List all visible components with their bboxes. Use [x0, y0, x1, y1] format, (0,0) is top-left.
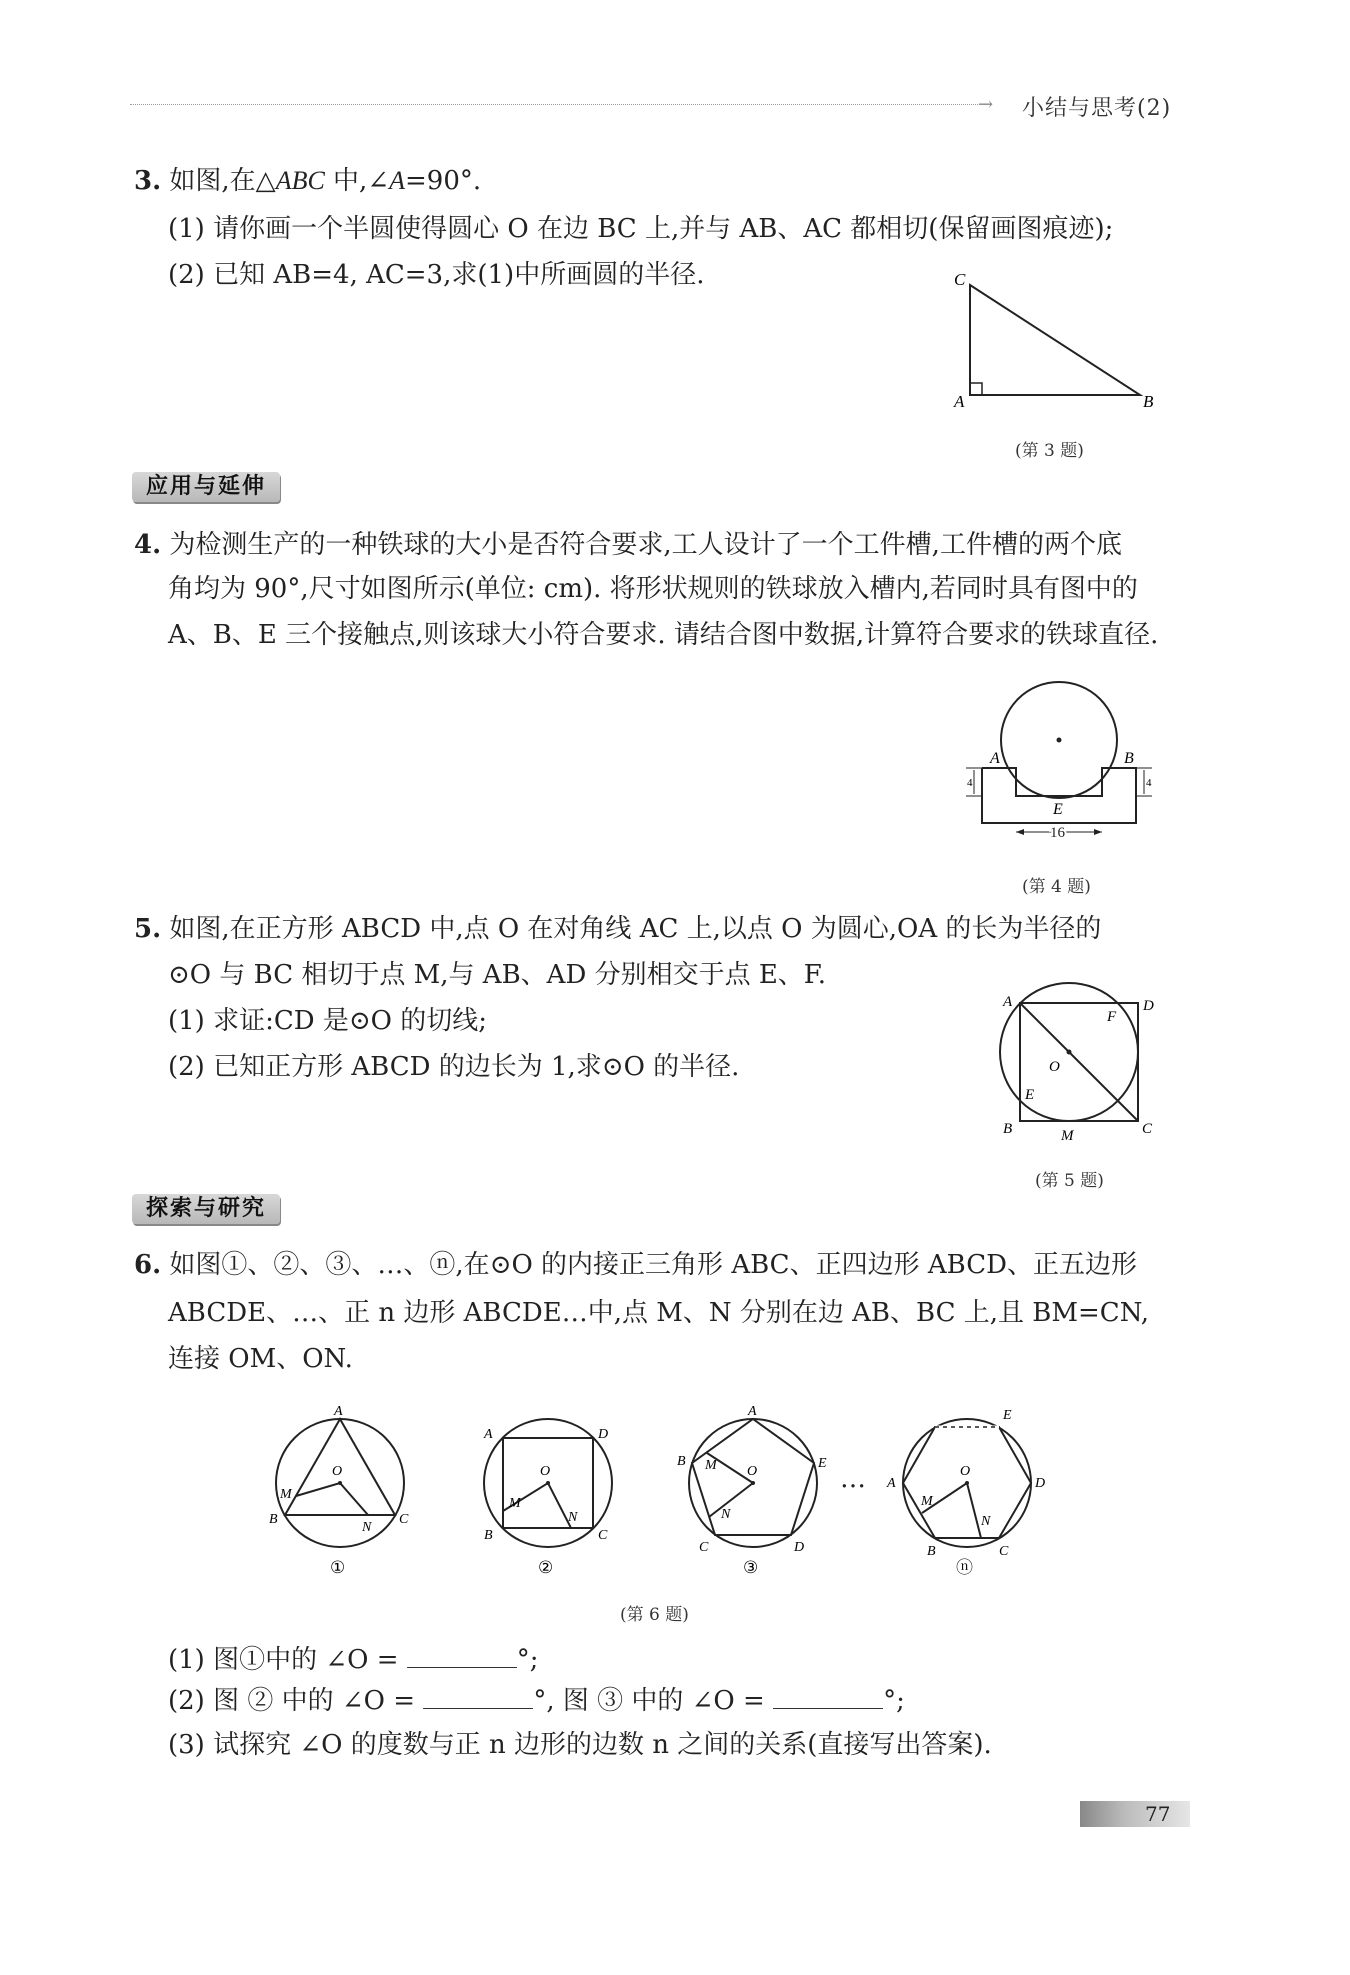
q3-triangle	[970, 285, 1140, 395]
svg-text:M: M	[705, 1458, 717, 1473]
q6-figure-2	[470, 1395, 630, 1585]
q3-part1: (1) 请你画一个半圆使得圆心 O 在边 BC 上,并与 AB、AC 都相切(保留画图痕迹);	[168, 214, 1114, 244]
q5-part2: (2) 已知正方形 ABCD 的边长为 1,求⊙O 的半径.	[168, 1052, 740, 1082]
q5-label-D: D	[1143, 998, 1154, 1014]
svg-text:A: A	[484, 1427, 493, 1442]
q4-side-dim-left: 4	[967, 777, 973, 789]
q3-part2: (2) 已知 AB=4, AC=3,求(1)中所画圆的半径.	[168, 260, 705, 290]
header-arrow-icon: →	[978, 94, 994, 115]
svg-text:C: C	[699, 1540, 709, 1555]
q5-center-O	[1067, 1050, 1072, 1055]
page-number: 77	[1145, 1802, 1171, 1826]
q6-part2-text-a: (2) 图 ② 中的 ∠O =	[168, 1686, 416, 1716]
q4-caption: (第 4 题)	[1022, 877, 1091, 897]
svg-text:A: A	[887, 1476, 896, 1491]
svg-text:A: A	[748, 1404, 757, 1419]
q6-fig1-OM-ON	[296, 1483, 368, 1515]
q6-fig3-label: ③	[743, 1558, 759, 1577]
q4-figure	[952, 678, 1167, 853]
q6-fig3-center	[751, 1481, 755, 1485]
q6-part2-text-b: °, 图 ③ 中的 ∠O =	[533, 1686, 765, 1716]
q6-part1-unit: °;	[516, 1645, 539, 1675]
q6-part2	[168, 1684, 905, 1718]
svg-text:D: D	[598, 1427, 609, 1442]
q6-fign-label: ⓝ	[956, 1558, 973, 1577]
q6-figure-n	[885, 1395, 1055, 1585]
q4-width-value: 16	[1050, 825, 1065, 841]
q5-label-C: C	[1142, 1121, 1153, 1137]
q4-number: 4.	[134, 530, 162, 560]
q6-fig2-label: ②	[538, 1558, 554, 1577]
q6-ellipsis: …	[840, 1464, 866, 1494]
q3-right-angle-mark	[970, 383, 982, 395]
running-header-title: 小结与思考(2)	[1022, 96, 1172, 121]
q5-label-O: O	[1049, 1059, 1060, 1075]
svg-text:N: N	[568, 1510, 578, 1525]
q5-label-E: E	[1025, 1087, 1035, 1103]
q3-stem-text-b: ABC	[275, 166, 325, 195]
svg-text:O: O	[747, 1464, 758, 1479]
q5-label-M: M	[1061, 1128, 1074, 1143]
svg-text:O: O	[960, 1464, 971, 1479]
svg-text:O: O	[540, 1464, 551, 1479]
svg-text:D: D	[1035, 1476, 1046, 1491]
q3-stem-text-c: 中,∠	[324, 166, 390, 196]
q5-number: 5.	[134, 914, 162, 944]
svg-text:A: A	[334, 1404, 343, 1419]
q6-figure-3	[675, 1395, 835, 1585]
q6-fig2-center	[546, 1481, 550, 1485]
header-rule	[130, 104, 980, 105]
q5-part1: (1) 求证:CD 是⊙O 的切线;	[168, 1006, 487, 1036]
q3-number: 3.	[134, 166, 162, 196]
q6-part1	[168, 1643, 539, 1677]
q4-width-arrow-right	[1094, 829, 1102, 835]
q3-stem-text-d: A	[389, 166, 406, 195]
q4-line-3: A、B、E 三个接触点,则该球大小符合要求. 请结合图中数据,计算符合要求的铁球直径.	[168, 620, 1159, 650]
q4-ball-center	[1057, 738, 1062, 743]
q5-line-2: ⊙O 与 BC 相切于点 M,与 AB、AD 分别相交于点 E、F.	[168, 960, 827, 990]
q6-line-1	[134, 1248, 1137, 1282]
page-number-tab	[1080, 1801, 1190, 1827]
q3-label-A: A	[954, 392, 965, 411]
svg-text:D: D	[794, 1540, 805, 1555]
q6-fig1-center	[338, 1481, 342, 1485]
q4-label-B: B	[1124, 750, 1134, 767]
q6-fign-center	[965, 1481, 969, 1485]
q6-part1-text: (1) 图①中的 ∠O =	[168, 1645, 399, 1675]
q3-stem	[134, 164, 481, 198]
q4-label-E: E	[1053, 801, 1063, 818]
q3-stem-text-a: 如图,在△	[169, 166, 276, 196]
svg-text:N: N	[362, 1520, 372, 1535]
q5-line-1	[134, 912, 1101, 946]
q4-label-A: A	[990, 750, 1000, 767]
q4-line-1	[134, 528, 1122, 562]
q4-width-arrow-left	[1016, 829, 1024, 835]
svg-text:M: M	[280, 1487, 292, 1502]
svg-text:M: M	[921, 1494, 933, 1509]
q6-part3: (3) 试探究 ∠O 的度数与正 n 边形的边数 n 之间的关系(直接写出答案).	[168, 1730, 992, 1760]
q6-part2-blank-1[interactable]	[423, 1684, 533, 1709]
q5-label-F: F	[1107, 1009, 1117, 1025]
q6-caption: (第 6 题)	[620, 1605, 689, 1625]
q6-part2-blank-2[interactable]	[773, 1684, 883, 1709]
svg-text:C: C	[399, 1512, 409, 1527]
q3-label-B: B	[1143, 392, 1154, 411]
q4-side-dim-right: 4	[1146, 777, 1152, 789]
q3-figure	[940, 265, 1170, 415]
q6-line-3: 连接 OM、ON.	[168, 1344, 353, 1374]
q6-text-1: 如图①、②、③、…、ⓝ,在⊙O 的内接正三角形 ABC、正四边形 ABCD、正五边形	[169, 1250, 1137, 1280]
section-banner-application: 应用与延伸	[132, 472, 280, 502]
q5-figure	[985, 978, 1165, 1143]
q5-label-B: B	[1003, 1121, 1013, 1137]
svg-text:B: B	[677, 1454, 686, 1469]
svg-text:E: E	[818, 1456, 827, 1471]
svg-text:M: M	[509, 1496, 521, 1511]
q6-figure-1	[262, 1395, 422, 1585]
svg-text:N: N	[981, 1514, 991, 1529]
q6-part2-unit: °;	[883, 1686, 905, 1716]
q5-text-1: 如图,在正方形 ABCD 中,点 O 在对角线 AC 上,以点 O 为圆心,OA 的长为半径的	[169, 914, 1102, 944]
svg-text:N: N	[721, 1507, 731, 1522]
svg-text:B: B	[269, 1512, 278, 1527]
svg-text:B: B	[927, 1544, 936, 1559]
svg-text:C: C	[598, 1528, 608, 1543]
svg-text:O: O	[332, 1464, 343, 1479]
svg-text:C: C	[999, 1544, 1009, 1559]
q3-label-C: C	[954, 270, 966, 289]
q5-label-A: A	[1003, 994, 1013, 1010]
q6-number: 6.	[134, 1250, 162, 1280]
q3-caption: (第 3 题)	[1015, 441, 1084, 461]
q6-fig1-label: ①	[330, 1558, 346, 1577]
svg-text:E: E	[1003, 1408, 1012, 1423]
q5-diagonal-AC	[1020, 1003, 1138, 1121]
svg-text:B: B	[484, 1528, 493, 1543]
q4-text-1: 为检测生产的一种铁球的大小是否符合要求,工人设计了一个工件槽,工件槽的两个底	[169, 530, 1122, 560]
q3-stem-text-e: =90°.	[405, 166, 482, 196]
q6-part1-blank[interactable]	[407, 1643, 517, 1668]
q6-line-2: ABCDE、…、正 n 边形 ABCDE…中,点 M、N 分别在边 AB、BC 上,且 BM=CN,	[168, 1298, 1150, 1328]
section-banner-exploration: 探索与研究	[132, 1194, 280, 1224]
q5-caption: (第 5 题)	[1035, 1171, 1104, 1191]
q4-line-2: 角均为 90°,尺寸如图所示(单位: cm). 将形状规则的铁球放入槽内,若同时具有图中的	[168, 574, 1138, 604]
